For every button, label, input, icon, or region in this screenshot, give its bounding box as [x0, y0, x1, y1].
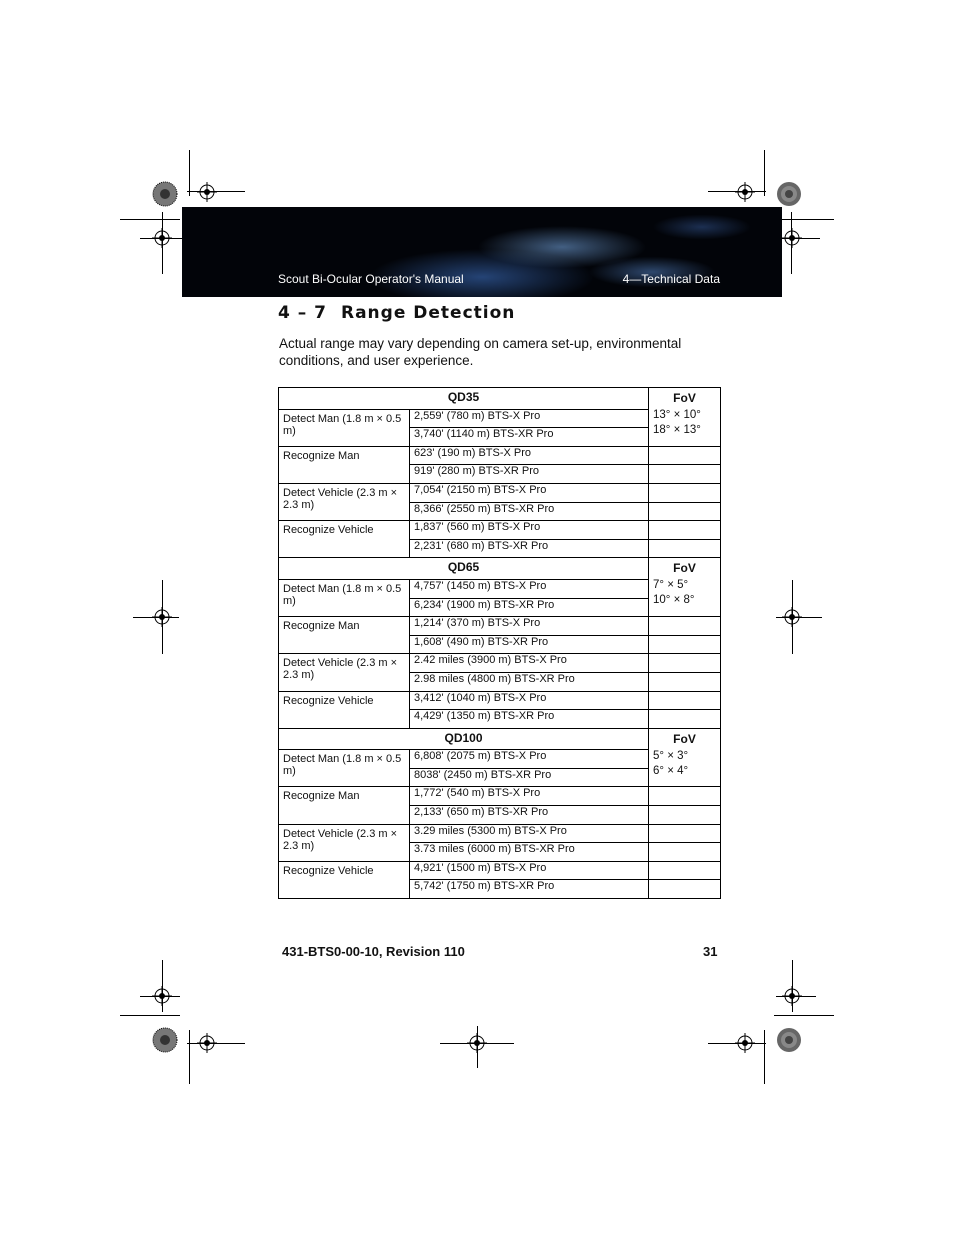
crop-mark: [189, 150, 190, 196]
intro-paragraph: Actual range may vary depending on camera set-up, environmental conditions, and user experience.: [279, 336, 682, 368]
fov-empty-cell: [649, 635, 721, 654]
section-title: Range Detection: [341, 303, 516, 323]
registration-wheel-icon: [152, 181, 178, 207]
range-value: 1,214' (370 m) BTS-X Pro: [410, 617, 649, 636]
registration-target-icon: [467, 1033, 487, 1053]
range-value: 3,740' (1140 m) BTS-XR Pro: [410, 428, 649, 447]
fov-empty-cell: [649, 672, 721, 691]
range-value: 1,608' (490 m) BTS-XR Pro: [410, 635, 649, 654]
fov-empty-cell: [649, 617, 721, 636]
group-name: QD35: [279, 388, 649, 410]
range-value: 8,366' (2550 m) BTS-XR Pro: [410, 502, 649, 521]
crop-mark: [774, 1015, 834, 1016]
range-value: 1,772' (540 m) BTS-X Pro: [410, 787, 649, 806]
fov-value: 18° × 13°: [653, 424, 701, 436]
registration-wheel-icon: [776, 1027, 802, 1053]
fov-header: FoV: [673, 561, 696, 576]
table-row: [279, 654, 721, 673]
registration-target-icon: [152, 228, 172, 248]
registration-target-icon: [782, 986, 802, 1006]
group-name: QD65: [279, 558, 649, 580]
range-value: 2,559' (780 m) BTS-X Pro: [410, 409, 649, 428]
range-detection-table: [278, 387, 721, 899]
fov-empty-cell: [649, 446, 721, 465]
manual-title: Scout Bi-Ocular Operator's Manual: [278, 272, 464, 286]
group-header-row: [279, 388, 721, 410]
table-row: [279, 861, 721, 880]
range-label: Recognize Vehicle: [279, 861, 410, 898]
range-value: 1,837' (560 m) BTS-X Pro: [410, 521, 649, 540]
fov-empty-cell: [649, 806, 721, 825]
registration-target-icon: [782, 228, 802, 248]
table-row: [279, 521, 721, 540]
registration-target-icon: [735, 182, 755, 202]
fov-empty-cell: [649, 824, 721, 843]
fov-value: 13° × 10°: [653, 409, 701, 421]
crop-mark: [774, 219, 834, 220]
page-number: 31: [703, 944, 718, 959]
registration-target-icon: [782, 607, 802, 627]
registration-target-icon: [152, 607, 172, 627]
range-value: 7,054' (2150 m) BTS-X Pro: [410, 483, 649, 502]
range-label: Detect Man (1.8 m × 0.5 m): [279, 409, 410, 446]
table-row: [279, 691, 721, 710]
range-label: Recognize Vehicle: [279, 691, 410, 728]
range-value: 8038' (2450 m) BTS-XR Pro: [410, 768, 649, 787]
fov-empty-cell: [649, 465, 721, 484]
range-label: Detect Vehicle (2.3 m × 2.3 m): [279, 654, 410, 691]
range-label: Detect Vehicle (2.3 m × 2.3 m): [279, 483, 410, 520]
range-value: 2.98 miles (4800 m) BTS-XR Pro: [410, 672, 649, 691]
table-row: [279, 787, 721, 806]
fov-empty-cell: [649, 710, 721, 729]
range-table-body: [279, 388, 721, 899]
registration-target-icon: [197, 1033, 217, 1053]
range-value: 4,757' (1450 m) BTS-X Pro: [410, 579, 649, 598]
table-row: [279, 824, 721, 843]
range-label: Detect Man (1.8 m × 0.5 m): [279, 579, 410, 616]
range-value: 4,921' (1500 m) BTS-X Pro: [410, 861, 649, 880]
range-value: 3.73 miles (6000 m) BTS-XR Pro: [410, 843, 649, 862]
registration-wheel-icon: [776, 181, 802, 207]
crop-mark: [764, 1030, 765, 1084]
crop-mark: [120, 219, 180, 220]
range-value: 2.42 miles (3900 m) BTS-X Pro: [410, 654, 649, 673]
fov-value: 5° × 3°: [653, 749, 689, 762]
chapter-title: 4—Technical Data: [622, 272, 720, 286]
fov-value: 7° × 5°: [653, 579, 689, 592]
range-value: 2,231' (680 m) BTS-XR Pro: [410, 539, 649, 558]
registration-target-icon: [152, 986, 172, 1006]
range-value: 6,234' (1900 m) BTS-XR Pro: [410, 598, 649, 617]
fov-value: 10° × 8°: [653, 594, 695, 607]
group-name: QD100: [279, 728, 649, 750]
registration-wheel-icon: [152, 1027, 178, 1053]
fov-empty-cell: [649, 539, 721, 558]
fov-empty-cell: [649, 654, 721, 673]
range-label: Recognize Vehicle: [279, 521, 410, 558]
registration-target-icon: [735, 1033, 755, 1053]
range-label: Detect Vehicle (2.3 m × 2.3 m): [279, 824, 410, 861]
range-label: Recognize Man: [279, 446, 410, 483]
range-value: 3.29 miles (5300 m) BTS-X Pro: [410, 824, 649, 843]
section-heading: [278, 303, 515, 323]
range-value: 4,429' (1350 m) BTS-XR Pro: [410, 710, 649, 729]
fov-header: FoV: [673, 391, 696, 405]
section-number: 4 – 7: [278, 303, 327, 323]
range-value: 5,742' (1750 m) BTS-XR Pro: [410, 880, 649, 899]
fov-empty-cell: [649, 483, 721, 502]
crop-mark: [189, 1030, 190, 1084]
document-number: 431-BTS0-00-10, Revision 110: [282, 944, 465, 959]
fov-empty-cell: [649, 521, 721, 540]
range-label: Recognize Man: [279, 787, 410, 824]
fov-empty-cell: [649, 861, 721, 880]
group-header-row: [279, 558, 721, 580]
crop-mark: [764, 150, 765, 196]
table-row: [279, 617, 721, 636]
range-value: 3,412' (1040 m) BTS-X Pro: [410, 691, 649, 710]
fov-empty-cell: [649, 691, 721, 710]
fov-empty-cell: [649, 843, 721, 862]
fov-cell: [649, 558, 721, 617]
table-row: [279, 483, 721, 502]
range-label: Recognize Man: [279, 617, 410, 654]
fov-empty-cell: [649, 787, 721, 806]
fov-cell: [649, 728, 721, 787]
fov-empty-cell: [649, 880, 721, 899]
range-value: 6,808' (2075 m) BTS-X Pro: [410, 750, 649, 769]
fov-value: 6° × 4°: [653, 764, 689, 777]
fov-cell: [649, 388, 721, 447]
fov-header: FoV: [673, 731, 696, 746]
header-banner: [182, 207, 782, 297]
range-label: Detect Man (1.8 m × 0.5 m): [279, 750, 410, 787]
crop-mark: [120, 1015, 180, 1016]
fov-empty-cell: [649, 502, 721, 521]
group-header-row: [279, 728, 721, 750]
range-value: 2,133' (650 m) BTS-XR Pro: [410, 806, 649, 825]
range-value: 919' (280 m) BTS-XR Pro: [410, 465, 649, 484]
registration-target-icon: [197, 182, 217, 202]
table-row: [279, 446, 721, 465]
range-value: 623' (190 m) BTS-X Pro: [410, 446, 649, 465]
